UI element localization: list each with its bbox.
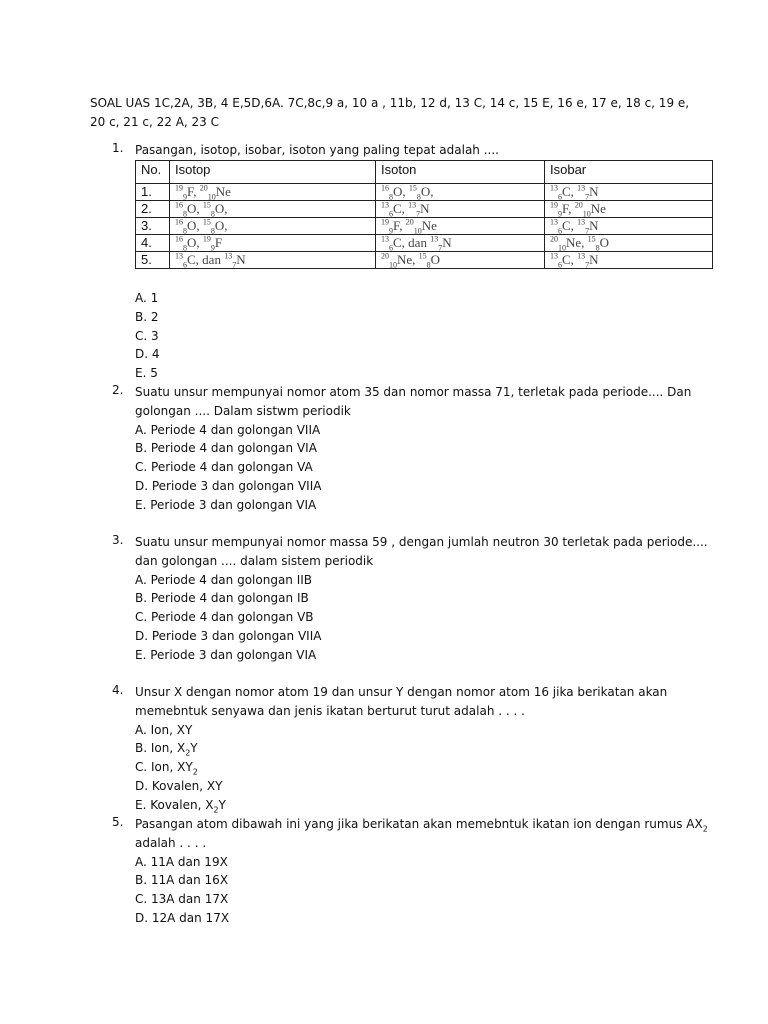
option-c: C. Periode 4 dan golongan VB	[135, 610, 314, 625]
option-b: B. Periode 4 dan golongan VIA	[135, 441, 317, 456]
option-d: D. Periode 3 dan golongan VIIA	[135, 628, 322, 643]
cell-no: 3.	[136, 218, 170, 235]
option-b: B. Periode 4 dan golongan IB	[135, 591, 309, 606]
table-row	[136, 252, 713, 269]
cell-isotop	[170, 218, 376, 235]
table-row	[136, 218, 713, 235]
option-e: E. 5	[135, 366, 158, 381]
cell-isoton	[376, 201, 545, 218]
cell-no: 1.	[136, 184, 170, 201]
question-text-line: Suatu unsur mempunyai nomor atom 35 dan nomor massa 71, terletak pada periode.... Dan	[135, 385, 692, 399]
cell-isobar	[545, 218, 713, 235]
option-a: A. Ion, XY	[135, 722, 193, 737]
nuclide-notation: $^{13}_6$C, $^{13}_7$N	[550, 183, 599, 202]
nuclide-notation: $^{19}_9$F, $^{20}_{10}$Ne	[175, 183, 231, 202]
table-row	[136, 201, 713, 218]
option-e: E. Kovalen, $X_2Y$	[135, 797, 226, 815]
nuclide-notation: $^{13}_6$C, $^{13}_7$N	[550, 217, 599, 236]
option-a: A. 1	[135, 291, 159, 305]
option-d: D. 4	[135, 347, 160, 362]
option-b: B. Ion, $X_2Y$	[135, 741, 198, 758]
question-1-options	[135, 289, 160, 383]
nuclide-notation: $^{20}_{10}$Ne, $^{15}_8$O	[550, 234, 610, 253]
nuclide-notation: $^{16}_8$O, $^{15}_8$O,	[175, 200, 228, 219]
question-number: 1.	[112, 141, 124, 155]
question-text-line: golongan .... Dalam sistwm periodik	[135, 403, 351, 418]
question-number: 3.	[112, 533, 124, 547]
cell-isotop	[170, 252, 376, 269]
cell-isoton	[376, 235, 545, 252]
header-isobar: Isobar	[545, 161, 713, 184]
isotope-table	[135, 160, 713, 269]
option-c: C. Ion, $XY_2$	[135, 760, 198, 777]
cell-isobar	[545, 184, 713, 201]
header-isotop: Isotop	[170, 161, 376, 184]
question-text-line: adalah . . . .	[135, 835, 207, 850]
option-e: E. Periode 3 dan golongan VIA	[135, 647, 317, 662]
cell-isobar	[545, 252, 713, 269]
question-text-line: Suatu unsur mempunyai nomor massa 59 , dengan jumlah neutron 30 terletak pada periode....	[135, 535, 708, 549]
header-no: No.	[136, 161, 170, 184]
question-text: Pasangan, isotop, isobar, isoton yang paling tepat adalah ....	[135, 143, 499, 157]
nuclide-notation: $^{19}_9$F, $^{20}_{10}$Ne	[381, 217, 437, 236]
question-number: 4.	[112, 683, 124, 697]
table-row	[136, 235, 713, 252]
cell-isoton	[376, 252, 545, 269]
cell-no: 4.	[136, 235, 170, 252]
cell-isobar	[545, 235, 713, 252]
nuclide-notation: $^{16}_8$O, $^{15}_8$O,	[381, 183, 434, 202]
question-text-line: memebntuk senyawa dan jenis ikatan berturut turut adalah . . . .	[135, 703, 525, 718]
cell-isotop	[170, 201, 376, 218]
header-isoton: Isoton	[376, 161, 545, 184]
nuclide-notation: $^{13}_6$C, $^{13}_7$N	[550, 251, 599, 270]
cell-no: 2.	[136, 201, 170, 218]
answer-key-header: SOAL UAS 1C,2A, 3B, 4 E,5D,6A. 7C,8c,9 a, 10 a , 11b, 12 d, 13 C, 14 c, 15 E, 16 e, 17 e, 18 c, 19 e, 20 c, 21 c, 22 A, 23 C	[90, 96, 690, 129]
question-text-line: Pasangan atom dibawah ini yang jika berikatan akan memebntuk ikatan ion dengan rumus $AX_2$	[135, 817, 708, 834]
question-number: 2.	[112, 383, 124, 397]
option-a: A. 11A dan 19X	[135, 854, 228, 869]
question-number: 5.	[112, 815, 124, 829]
option-d: D. Kovalen, XY	[135, 778, 223, 793]
cell-isobar	[545, 201, 713, 218]
cell-isotop	[170, 235, 376, 252]
nuclide-notation: $^{13}_6$C, dan $^{13}_7$N	[175, 251, 246, 270]
option-c: C. 13A dan 17X	[135, 892, 229, 907]
nuclide-notation: $^{19}_9$F, $^{20}_{10}$Ne	[550, 200, 606, 219]
option-e: E. Periode 3 dan golongan VIA	[135, 497, 317, 512]
nuclide-notation: $^{13}_6$C, dan $^{13}_7$N	[381, 234, 452, 253]
option-c: C. 3	[135, 328, 159, 343]
option-b: B. 11A dan 16X	[135, 873, 229, 888]
option-d: D. Periode 3 dan golongan VIIA	[135, 478, 322, 493]
cell-no: 5.	[136, 252, 170, 269]
cell-isotop	[170, 184, 376, 201]
option-d: D. 12A dan 17X	[135, 910, 230, 925]
cell-isoton	[376, 184, 545, 201]
table-row	[136, 184, 713, 201]
option-a: A. Periode 4 dan golongan VIIA	[135, 422, 321, 437]
option-c: C. Periode 4 dan golongan VA	[135, 460, 313, 475]
question-text-line: Unsur X dengan nomor atom 19 dan unsur Y dengan nomor atom 16 jika berikatan akan	[135, 685, 668, 699]
cell-isoton	[376, 218, 545, 235]
nuclide-notation: $^{16}_8$O, $^{15}_8$O,	[175, 217, 228, 236]
nuclide-notation: $^{16}_8$O, $^{19}_9$F	[175, 234, 223, 253]
nuclide-notation: $^{20}_{10}$Ne, $^{15}_8$O	[381, 251, 441, 270]
question-text-line: dan golongan .... dalam sistem periodik	[135, 553, 374, 568]
option-a: A. Periode 4 dan golongan IIB	[135, 572, 313, 587]
table-header-row	[136, 161, 713, 184]
nuclide-notation: $^{13}_6$C, $^{13}_7$N	[381, 200, 430, 219]
option-b: B. 2	[135, 309, 159, 324]
